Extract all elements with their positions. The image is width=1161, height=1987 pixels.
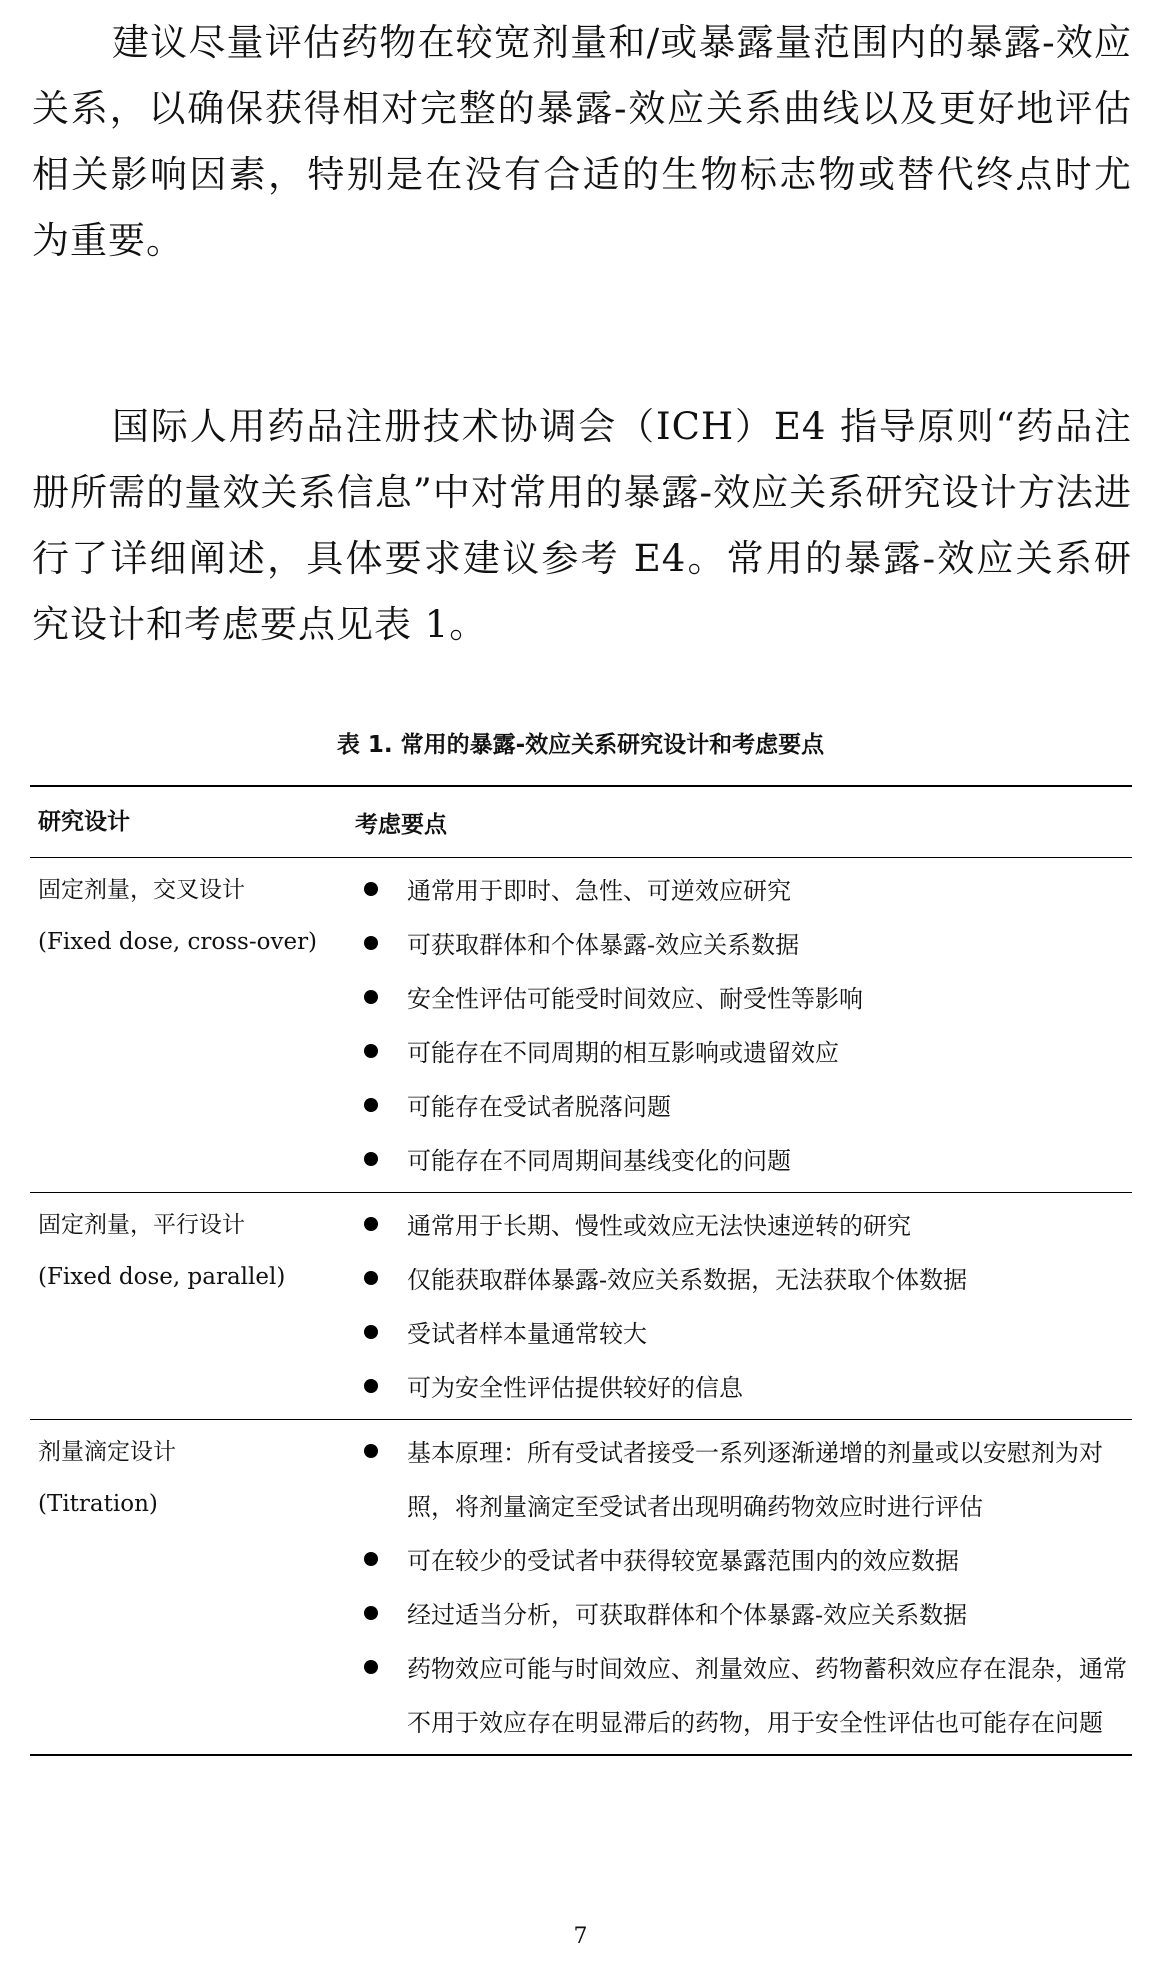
body-paragraph-1: 建议尽量评估药物在较宽剂量和/或暴露量范围内的暴露-效应关系，以确保获得相对完整的暴露-效应关系曲线以及更好地评估相关影响因素，特别是在没有合适的生物标志物或替代终点时尤为重要。: [32, 21, 1132, 262]
consideration-item: [335, 1134, 1132, 1188]
consideration-item: [335, 1307, 1132, 1361]
considerations-cell: [335, 864, 1132, 1188]
table-caption: 表 1. 常用的暴露-效应关系研究设计和考虑要点: [336, 732, 825, 758]
header-considerations: 考虑要点: [355, 811, 447, 838]
bullet-icon: [335, 1199, 407, 1253]
design-cell: [30, 864, 335, 1188]
bullet-icon: [335, 1361, 407, 1415]
consideration-text: 仅能获取群体暴露-效应关系数据，无法获取个体数据: [407, 1266, 968, 1294]
consideration-text: 可能存在不同周期的相互影响或遗留效应: [407, 1039, 839, 1067]
consideration-item: [335, 864, 1132, 918]
bullet-icon: [335, 1588, 407, 1642]
considerations-cell: [335, 1426, 1132, 1750]
consideration-item: [335, 1361, 1132, 1415]
consideration-item: [335, 1642, 1132, 1750]
bullet-icon: [335, 1253, 407, 1307]
consideration-text: 经过适当分析，可获取群体和个体暴露-效应关系数据: [407, 1601, 968, 1629]
consideration-item: [335, 1199, 1132, 1253]
consideration-text: 安全性评估可能受时间效应、耐受性等影响: [407, 985, 863, 1013]
consideration-text: 受试者样本量通常较大: [407, 1320, 647, 1348]
consideration-item: [335, 1253, 1132, 1307]
consideration-text: 通常用于即时、急性、可逆效应研究: [407, 877, 791, 905]
design-table: [30, 785, 1132, 1756]
bullet-icon: [335, 918, 407, 972]
bullet-icon: [335, 864, 407, 918]
bullet-icon: [335, 972, 407, 1026]
consideration-text: 可能存在受试者脱落问题: [407, 1093, 671, 1121]
header-study-design: 研究设计: [38, 809, 130, 835]
consideration-text: 可获取群体和个体暴露-效应关系数据: [407, 931, 800, 959]
consideration-text: 可能存在不同周期间基线变化的问题: [407, 1147, 791, 1175]
consideration-text: 可为安全性评估提供较好的信息: [407, 1374, 743, 1402]
table-row: [30, 1420, 1132, 1754]
consideration-text: 药物效应可能与时间效应、剂量效应、药物蓄积效应存在混杂，通常不用于效应存在明显滞后的药物，用于安全性评估也可能存在问题: [407, 1655, 1127, 1737]
bullet-icon: [335, 1134, 407, 1188]
table-body: [30, 858, 1132, 1754]
consideration-text: 通常用于长期、慢性或效应无法快速逆转的研究: [407, 1212, 911, 1240]
consideration-text: 基本原理：所有受试者接受一系列逐渐递增的剂量或以安慰剂为对照，将剂量滴定至受试者出现明确药物效应时进行评估: [407, 1439, 1103, 1521]
consideration-item: [335, 1534, 1132, 1588]
bullet-icon: [335, 1426, 407, 1534]
bullet-icon: [335, 1080, 407, 1134]
consideration-item: [335, 918, 1132, 972]
design-name: 固定剂量，交叉设计: [38, 877, 245, 903]
bullet-icon: [335, 1642, 407, 1750]
body-paragraph-2: 国际人用药品注册技术协调会（ICH）E4 指导原则“药品注册所需的量效关系信息”中对常用的暴露-效应关系研究设计方法进行了详细阐述，具体要求建议参考 E4。常用的暴露-效应关系研究设计和考虑要点见表 1。: [32, 405, 1132, 646]
table-row: [30, 1193, 1132, 1420]
design-name: 剂量滴定设计: [38, 1439, 176, 1465]
design-name: 固定剂量，平行设计: [38, 1212, 245, 1238]
design-cell: [30, 1426, 335, 1750]
design-cell: [30, 1199, 335, 1415]
bullet-icon: [335, 1026, 407, 1080]
bullet-icon: [335, 1534, 407, 1588]
design-name-english: (Titration): [38, 1491, 158, 1517]
design-name-english: (Fixed dose, cross-over): [38, 929, 318, 955]
consideration-item: [335, 1080, 1132, 1134]
consideration-item: [335, 1026, 1132, 1080]
table-row: [30, 858, 1132, 1193]
design-name-english: (Fixed dose, parallel): [38, 1264, 286, 1290]
bullet-icon: [335, 1307, 407, 1361]
considerations-cell: [335, 1199, 1132, 1415]
consideration-text: 可在较少的受试者中获得较宽暴露范围内的效应数据: [407, 1547, 959, 1575]
consideration-item: [335, 972, 1132, 1026]
page-number: 7: [573, 1924, 588, 1949]
consideration-item: [335, 1588, 1132, 1642]
consideration-item: [335, 1426, 1132, 1534]
table-header-row: [30, 787, 1132, 858]
